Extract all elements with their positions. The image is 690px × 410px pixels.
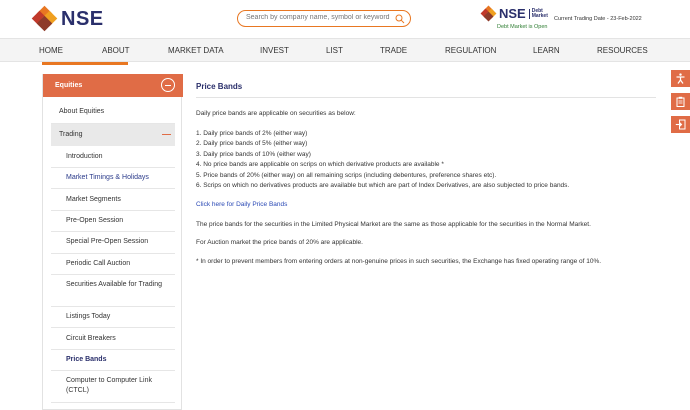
current-trading-date: Current Trading Date - 23-Feb-2022: [554, 16, 642, 22]
price-band-item: 2. Daily price bands of 5% (either way): [196, 140, 308, 147]
nav-invest[interactable]: INVEST: [260, 46, 289, 55]
logo-text: NSE: [61, 7, 104, 30]
accessibility-icon: [675, 73, 686, 84]
login-icon: [675, 119, 686, 130]
clipboard-button[interactable]: [671, 93, 690, 110]
divider: [51, 349, 175, 350]
collapse-icon[interactable]: [161, 78, 175, 92]
sidebar-item-price-bands[interactable]: Price Bands: [66, 356, 107, 363]
price-band-item: 1. Daily price bands of 2% (either way): [196, 130, 308, 137]
nav-market-data[interactable]: MARKET DATA: [168, 46, 224, 55]
sidebar-item-special-pre-open[interactable]: Special Pre-Open Session: [66, 238, 149, 245]
nse-logo[interactable]: [34, 7, 104, 31]
sidebar-item-about-equities[interactable]: About Equities: [59, 108, 105, 115]
nav-list[interactable]: LIST: [326, 46, 343, 55]
divider: [51, 370, 175, 371]
nav-about[interactable]: ABOUT: [102, 46, 130, 55]
title-divider: [196, 97, 656, 98]
clipboard-icon: [675, 96, 686, 107]
intro-text: Daily price bands are applicable on securities as below:: [196, 110, 356, 117]
sidebar-header-label: Equities: [55, 82, 83, 89]
login-button[interactable]: [671, 116, 690, 133]
divider: [51, 167, 175, 168]
divider: [51, 327, 175, 328]
sidebar-item-securities-available[interactable]: Securities Available for Trading: [66, 281, 162, 288]
nse-logo-mark-icon: [34, 8, 56, 30]
debt-market-status: Debt Market is Open: [497, 24, 548, 30]
price-band-item: 5. Price bands of 20% (either way) on all remaining scrips (including debentures, preference shares etc).: [196, 172, 497, 179]
price-band-item: 4. No price bands are applicable on scrips on which derivative products are available *: [196, 161, 444, 168]
sidebar-item-market-timings[interactable]: Market Timings & Holidays: [66, 174, 149, 181]
debt-logo-nse: NSE: [499, 6, 526, 21]
sidebar-item-listings-today[interactable]: Listings Today: [66, 313, 111, 320]
main-content: [196, 0, 656, 410]
auction-market-text: For Auction market the price bands of 20% are applicable.: [196, 239, 363, 246]
nav-trade[interactable]: TRADE: [380, 46, 408, 55]
price-band-item: 3. Daily price bands of 10% (either way): [196, 151, 311, 158]
debt-logo-word: Debt Market: [529, 9, 547, 19]
divider: [51, 210, 175, 211]
price-band-item: 6. Scrips on which no derivatives products are available but which are part of Index Derivatives, are also subjected to price bands.: [196, 182, 570, 189]
nav-regulation[interactable]: REGULATION: [445, 46, 497, 55]
sidebar: [42, 74, 182, 410]
divider: [51, 402, 175, 403]
sidebar-header-equities[interactable]: [43, 74, 183, 97]
sidebar-item-circuit-breakers[interactable]: Circuit Breakers: [66, 335, 116, 342]
accessibility-button[interactable]: [671, 70, 690, 87]
page-title: Price Bands: [196, 82, 243, 91]
operating-range-note: * In order to prevent members from entering orders at non-genuine prices in such securities, the Exchange has fixed operating range of 10%.: [196, 258, 602, 265]
sidebar-item-introduction[interactable]: Introduction: [66, 153, 103, 160]
nav-learn[interactable]: LEARN: [533, 46, 560, 55]
sidebar-item-trading-label: Trading: [59, 131, 83, 138]
daily-price-bands-link[interactable]: Click here for Daily Price Bands: [196, 201, 288, 208]
divider: [51, 231, 175, 232]
limited-physical-market-text: The price bands for the securities in the Limited Physical Market are the same as those applicable for the securities in the Normal Market.: [196, 221, 591, 228]
sidebar-item-trading[interactable]: [51, 124, 175, 146]
divider: [51, 306, 175, 307]
divider: [51, 274, 175, 275]
sidebar-item-periodic-call-auction[interactable]: Periodic Call Auction: [66, 260, 131, 267]
nav-home[interactable]: HOME: [39, 46, 63, 55]
collapse-dash-icon[interactable]: [162, 134, 171, 135]
sidebar-item-ctcl[interactable]: Computer to Computer Link (CTCL): [66, 377, 152, 394]
nav-resources[interactable]: RESOURCES: [597, 46, 648, 55]
sidebar-item-pre-open-session[interactable]: Pre-Open Session: [66, 217, 124, 224]
divider: [51, 253, 175, 254]
divider: [51, 188, 175, 189]
sidebar-item-market-segments[interactable]: Market Segments: [66, 196, 121, 203]
nav-active-underline: [42, 62, 128, 65]
